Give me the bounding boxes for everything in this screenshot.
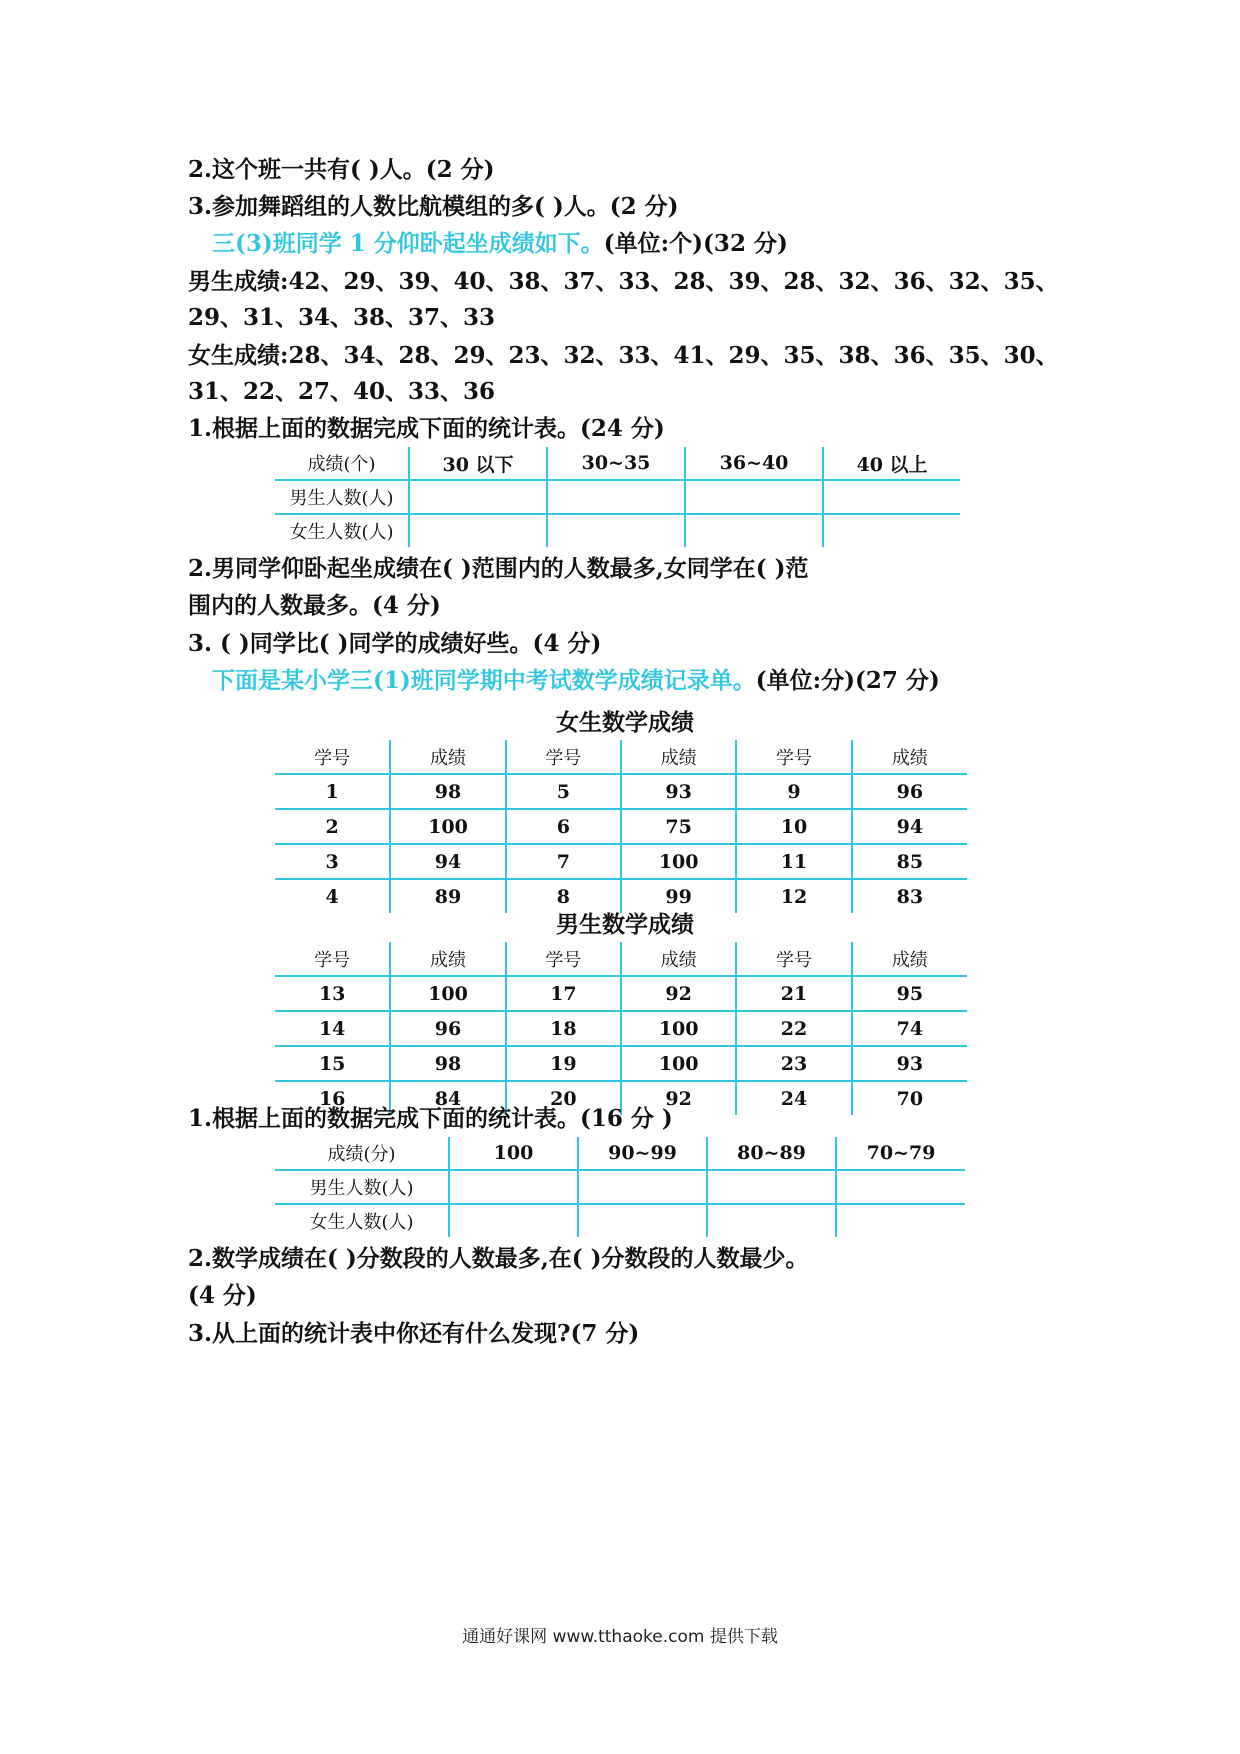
column-header: 学号 [736, 942, 851, 976]
part3-question-2-line-1: 2.男同学仰卧起坐成绩在( )范围内的人数最多,女同学在( )范 [188, 555, 809, 582]
table-row [275, 844, 967, 879]
student-id: 7 [506, 844, 621, 879]
girls-table-caption: 女生数学成绩 [556, 709, 694, 736]
answer-cell[interactable] [409, 514, 547, 547]
part4-intro [212, 666, 940, 696]
answer-cell[interactable] [685, 514, 823, 547]
column-header: 成绩 [390, 740, 505, 774]
student-id: 10 [736, 809, 851, 844]
question-3-difference: 3.参加舞蹈组的人数比航模组的多( )人。(2 分) [188, 193, 679, 220]
column-header: 学号 [275, 942, 390, 976]
column-header: 学号 [275, 740, 390, 774]
score: 98 [390, 774, 505, 809]
girls-scores-line-2: 31、22、27、40、33、36 [188, 378, 496, 405]
boys-table-caption: 男生数学成绩 [556, 911, 694, 938]
score: 75 [621, 809, 736, 844]
student-id: 17 [506, 976, 621, 1011]
score: 74 [852, 1011, 967, 1046]
student-id: 18 [506, 1011, 621, 1046]
table-row [275, 976, 967, 1011]
part3-question-2-line-2: 围内的人数最多。(4 分) [188, 592, 441, 619]
student-id: 22 [736, 1011, 851, 1046]
answer-cell[interactable] [685, 480, 823, 514]
score: 100 [621, 1011, 736, 1046]
table-row [275, 480, 960, 514]
table-header-cell: 36~40 [685, 447, 823, 480]
table-header-cell: 100 [449, 1137, 578, 1170]
student-id: 14 [275, 1011, 390, 1046]
student-id: 5 [506, 774, 621, 809]
score: 84 [390, 1081, 505, 1115]
column-header: 成绩 [852, 942, 967, 976]
table-header-cell: 40 以上 [823, 447, 960, 480]
score: 92 [621, 976, 736, 1011]
table-row [275, 1046, 967, 1081]
table-header-cell: 30~35 [547, 447, 685, 480]
answer-cell[interactable] [547, 514, 685, 547]
row-label-boys: 男生人数(人) [275, 480, 409, 514]
answer-cell[interactable] [449, 1170, 578, 1204]
score: 94 [390, 844, 505, 879]
table-row [275, 1011, 967, 1046]
score: 100 [621, 844, 736, 879]
student-id: 15 [275, 1046, 390, 1081]
score: 98 [390, 1046, 505, 1081]
table-header-cell: 成绩(分) [275, 1137, 449, 1170]
student-id: 9 [736, 774, 851, 809]
student-id: 13 [275, 976, 390, 1011]
answer-cell[interactable] [823, 480, 960, 514]
column-header: 成绩 [621, 942, 736, 976]
score: 70 [852, 1081, 967, 1115]
table-header-cell: 80~89 [707, 1137, 836, 1170]
answer-cell[interactable] [836, 1204, 965, 1237]
column-header: 成绩 [621, 740, 736, 774]
score: 96 [852, 774, 967, 809]
student-id: 1 [275, 774, 390, 809]
student-id: 6 [506, 809, 621, 844]
question-2-total: 2.这个班一共有( )人。(2 分) [188, 156, 495, 183]
row-label-girls: 女生人数(人) [289, 522, 394, 543]
table-row [275, 514, 960, 547]
row-label-girls: 女生人数(人) [309, 1212, 414, 1233]
boys-scores-line-1: 男生成绩:42、29、39、40、38、37、33、28、39、28、32、36、32、35、 [188, 268, 1059, 295]
girls-score-table [275, 740, 967, 913]
part4-question-3: 3.从上面的统计表中你还有什么发现?(7 分) [188, 1320, 640, 1347]
boys-scores-line-2: 29、31、34、38、37、33 [188, 304, 496, 331]
score: 100 [621, 1046, 736, 1081]
answer-cell[interactable] [707, 1170, 836, 1204]
student-id: 2 [275, 809, 390, 844]
table-header-cell: 70~79 [836, 1137, 965, 1170]
score: 92 [621, 1081, 736, 1115]
table-row [275, 809, 967, 844]
part4-intro-unit: (单位:分)(27 分) [755, 667, 940, 694]
table-header-cell: 90~99 [578, 1137, 707, 1170]
score: 83 [852, 879, 967, 913]
table-row [275, 774, 967, 809]
answer-cell[interactable] [409, 480, 547, 514]
student-id: 24 [736, 1081, 851, 1115]
column-header: 成绩 [852, 740, 967, 774]
part3-intro [212, 229, 788, 259]
score: 100 [390, 809, 505, 844]
student-id: 4 [325, 885, 339, 908]
score: 100 [390, 976, 505, 1011]
student-id: 23 [736, 1046, 851, 1081]
column-header: 学号 [506, 942, 621, 976]
answer-cell[interactable] [578, 1204, 707, 1237]
student-id: 20 [506, 1081, 621, 1115]
score: 99 [621, 879, 736, 913]
score: 95 [852, 976, 967, 1011]
table-header-cell: 30 以下 [409, 447, 547, 480]
part3-question-3: 3. ( )同学比( )同学的成绩好些。(4 分) [188, 630, 602, 657]
table-header-cell: 成绩(个) [275, 447, 409, 480]
table-row [275, 1204, 965, 1237]
score: 93 [621, 774, 736, 809]
answer-cell[interactable] [547, 480, 685, 514]
table-row [275, 1170, 965, 1204]
answer-cell[interactable] [578, 1170, 707, 1204]
student-id: 8 [506, 879, 621, 913]
boys-score-table [275, 942, 967, 1115]
footer-source: 通通好课网 www.tthaoke.com 提供下载 [462, 1627, 778, 1647]
answer-cell[interactable] [823, 514, 960, 547]
score: 94 [852, 809, 967, 844]
part4-intro-highlight: 下面是某小学三(1)班同学期中考试数学成绩记录单。 [212, 667, 756, 694]
student-id: 11 [736, 844, 851, 879]
score: 93 [852, 1046, 967, 1081]
part3-intro-unit: (单位:个)(32 分) [603, 230, 788, 257]
column-header: 成绩 [390, 942, 505, 976]
student-id: 21 [736, 976, 851, 1011]
student-id: 16 [318, 1087, 346, 1110]
math-stats-table [275, 1137, 965, 1237]
girls-scores-line-1: 女生成绩:28、34、28、29、23、32、33、41、29、35、38、36、35、30、 [188, 342, 1059, 369]
column-header: 学号 [736, 740, 851, 774]
student-id: 12 [736, 879, 851, 913]
part4-question-2-line-1: 2.数学成绩在( )分数段的人数最多,在( )分数段的人数最少。 [188, 1245, 809, 1272]
student-id: 3 [275, 844, 390, 879]
answer-cell[interactable] [449, 1204, 578, 1237]
column-header: 学号 [506, 740, 621, 774]
score: 89 [390, 879, 505, 913]
part4-question-1: 1.根据上面的数据完成下面的统计表。(16 分 ) [188, 1105, 673, 1132]
part3-question-1: 1.根据上面的数据完成下面的统计表。(24 分) [188, 415, 665, 442]
part4-question-2-line-2: (4 分) [188, 1282, 257, 1309]
score: 96 [390, 1011, 505, 1046]
row-label-boys: 男生人数(人) [275, 1170, 449, 1204]
student-id: 19 [506, 1046, 621, 1081]
score: 85 [852, 844, 967, 879]
part3-intro-highlight: 三(3)班同学 1 分仰卧起坐成绩如下。 [212, 230, 604, 257]
situp-stats-table [275, 447, 960, 547]
answer-cell[interactable] [707, 1204, 836, 1237]
answer-cell[interactable] [836, 1170, 965, 1204]
